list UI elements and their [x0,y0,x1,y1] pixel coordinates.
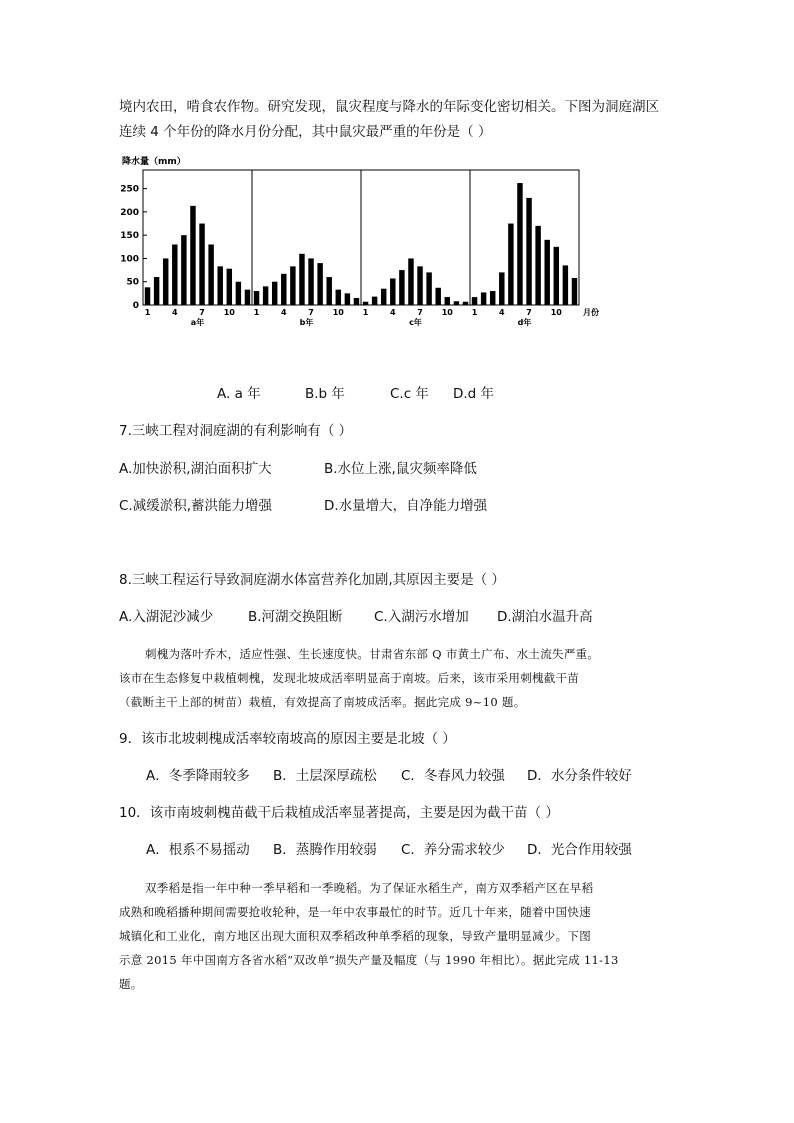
chart-ylabel: 降水量（mm） [122,157,186,167]
chart-bar [526,198,531,305]
q7-option-a[interactable]: A.加快淤积,湖泊面积扩大 [119,461,272,477]
passage3-line-5: 题。 [119,977,143,991]
passage3-line-1: 双季稻是指一年中种一季早稻和一季晚稻。为了保证水稻生产，南方双季稻产区在早稻 [145,881,594,895]
chart-bar [199,224,204,305]
chart-bar [208,244,213,305]
passage3-line-2: 成熟和晚稻播种期间需要抢收轮种，是一年中农事最忙的时节。近几十年来，随着中国快速 [119,905,591,919]
chart-x-tick-label: 4 [172,308,178,317]
q10-stem: 10．该市南坡刺槐苗截干后栽植成活率显著提高，主要是因为截干苗（ ） [119,805,559,821]
chart-y-tick-label: 150 [120,231,139,242]
chart-x-tick-label: 7 [199,308,205,317]
chart-bar [317,263,322,305]
chart-bar [290,266,295,305]
passage2-line-2: 该市在生态修复中栽植刺槐，发现北坡成活率明显高于南坡。后来，该市采用刺槐截干苗 [119,671,580,685]
q8-option-c[interactable]: C.入湖污水增加 [374,609,469,625]
chart-bar [490,291,495,305]
chart-bar [154,277,159,305]
chart-panel-label: a年 [190,318,205,327]
chart-bar [481,292,486,305]
chart-bar [408,258,413,305]
q6-option-c[interactable]: C.c 年 [390,386,429,402]
chart-bar [145,287,150,305]
chart-bar [426,272,431,305]
chart-x-tick-label: 7 [417,308,423,317]
chart-bar [363,302,368,305]
q8-stem: 8.三峡工程运行导致洞庭湖水体富营养化加剧,其原因主要是（ ） [119,572,505,588]
chart-x-tick-label: 10 [223,308,235,317]
chart-bar [517,183,522,305]
chart-x-tick-label: 10 [441,308,453,317]
chart-x-tick-label: 10 [550,308,562,317]
chart-y-tick-label: 250 [120,184,139,195]
chart-x-tick-label: 1 [471,308,478,317]
chart-bar [172,244,177,305]
chart-bar [554,247,559,305]
chart-x-tick-label: 1 [144,308,151,317]
passage3-line-3: 城镇化和工业化，南方地区出现大面积双季稻改种单季稻的现象，导致产量明显减少。下图 [119,929,591,943]
chart-bar [163,258,168,305]
chart-x-tick-label: 7 [308,308,314,317]
chart-bar [454,301,459,305]
q10-option-a[interactable]: A．根系不易摇动 [146,842,250,858]
q6-option-d[interactable]: D.d 年 [453,386,495,402]
chart-bar [308,258,313,305]
precipitation-chart [118,152,628,332]
chart-bar [508,224,513,305]
chart-bar [544,240,549,305]
chart-y-tick-label: 50 [126,277,139,288]
passage2-line-1: 刺槐为落叶乔木，适应性强、生长速度快。甘肃省东部 Q 市黄土广布、水土流失严重。 [145,647,600,661]
chart-x-tick-label: 1 [253,308,260,317]
q9-option-a[interactable]: A．冬季降雨较多 [146,768,250,784]
q8-option-a[interactable]: A.入湖泥沙减少 [119,609,214,625]
chart-bar [281,274,286,305]
chart-bar [336,290,341,305]
chart-bar [236,282,241,305]
chart-bar [472,297,477,305]
chart-bar [345,293,350,305]
intro-line-2: 连续 4 个年份的降水月份分配，其中鼠灾最严重的年份是（ ） [119,124,492,140]
q6-option-b[interactable]: B.b 年 [305,386,345,402]
chart-y-tick-label: 0 [132,301,139,311]
q8-option-b[interactable]: B.河湖交换阻断 [248,609,343,625]
chart-x-tick-label: 4 [281,308,287,317]
chart-bar [390,278,395,305]
q10-option-b[interactable]: B．蒸腾作用较弱 [273,842,377,858]
chart-y-tick-label: 100 [120,254,139,265]
chart-bar [326,277,331,305]
chart-bar [354,298,359,305]
chart-panel-label: b年 [299,318,314,327]
chart-bar [190,206,195,305]
chart-bar [435,288,440,305]
q7-option-d[interactable]: D.水量增大，自净能力增强 [324,498,488,514]
q10-option-c[interactable]: C．养分需求较少 [401,842,505,858]
chart-bar [417,266,422,305]
chart-bar [399,270,404,305]
q9-option-b[interactable]: B．土层深厚疏松 [273,768,377,784]
q7-option-b[interactable]: B.水位上涨,鼠灾频率降低 [324,461,477,477]
chart-panel-label: d年 [517,318,532,327]
q10-option-d[interactable]: D．光合作用较强 [527,842,632,858]
chart-x-tick-label: 1 [362,308,369,317]
q9-stem: 9．该市北坡刺槐成活率较南坡高的原因主要是北坡（ ） [119,731,456,747]
chart-panels [143,170,599,327]
q8-option-d[interactable]: D.湖泊水温升高 [497,609,593,625]
chart-x-unit: 月份 [583,308,599,317]
chart-x-tick-label: 7 [526,308,532,317]
chart-y-tick-label: 200 [120,207,139,218]
chart-bar [299,254,304,305]
q7-stem: 7.三峡工程对洞庭湖的有利影响有（ ） [119,423,353,439]
chart-panel-label: c年 [409,318,422,327]
chart-bar [272,282,277,305]
passage3-line-4: 示意 2015 年中国南方各省水稻“双改单”损失产量及幅度（与 1990 年相比）。据此完成 11-13 [119,953,619,967]
q6-option-a[interactable]: A. a 年 [217,386,261,402]
passage2-line-3: （截断主干上部的树苗）栽植，有效提高了南坡成活率。据此完成 9~10 题。 [119,695,526,709]
q7-option-c[interactable]: C.减缓淤积,蓄洪能力增强 [119,498,273,514]
chart-bar [217,266,222,305]
chart-bar [381,289,386,305]
chart-bar [535,226,540,305]
chart-bar [463,302,468,305]
chart-bar [499,272,504,305]
chart-bar [227,269,232,305]
chart-bar [245,290,250,305]
chart-x-tick-label: 4 [499,308,505,317]
chart-bar [572,278,577,305]
chart-x-tick-label: 10 [332,308,344,317]
chart-bar [372,297,377,305]
chart-bar [181,235,186,305]
chart-bar [263,286,268,305]
chart-bar [254,291,259,305]
intro-line-1: 境内农田，啃食农作物。研究发现，鼠灾程度与降水的年际变化密切相关。下图为洞庭湖区 [119,99,659,115]
chart-bar [445,297,450,305]
chart-bar [563,265,568,305]
q9-option-c[interactable]: C．冬春风力较强 [401,768,505,784]
chart-x-tick-label: 4 [390,308,396,317]
q9-option-d[interactable]: D．水分条件较好 [527,768,632,784]
